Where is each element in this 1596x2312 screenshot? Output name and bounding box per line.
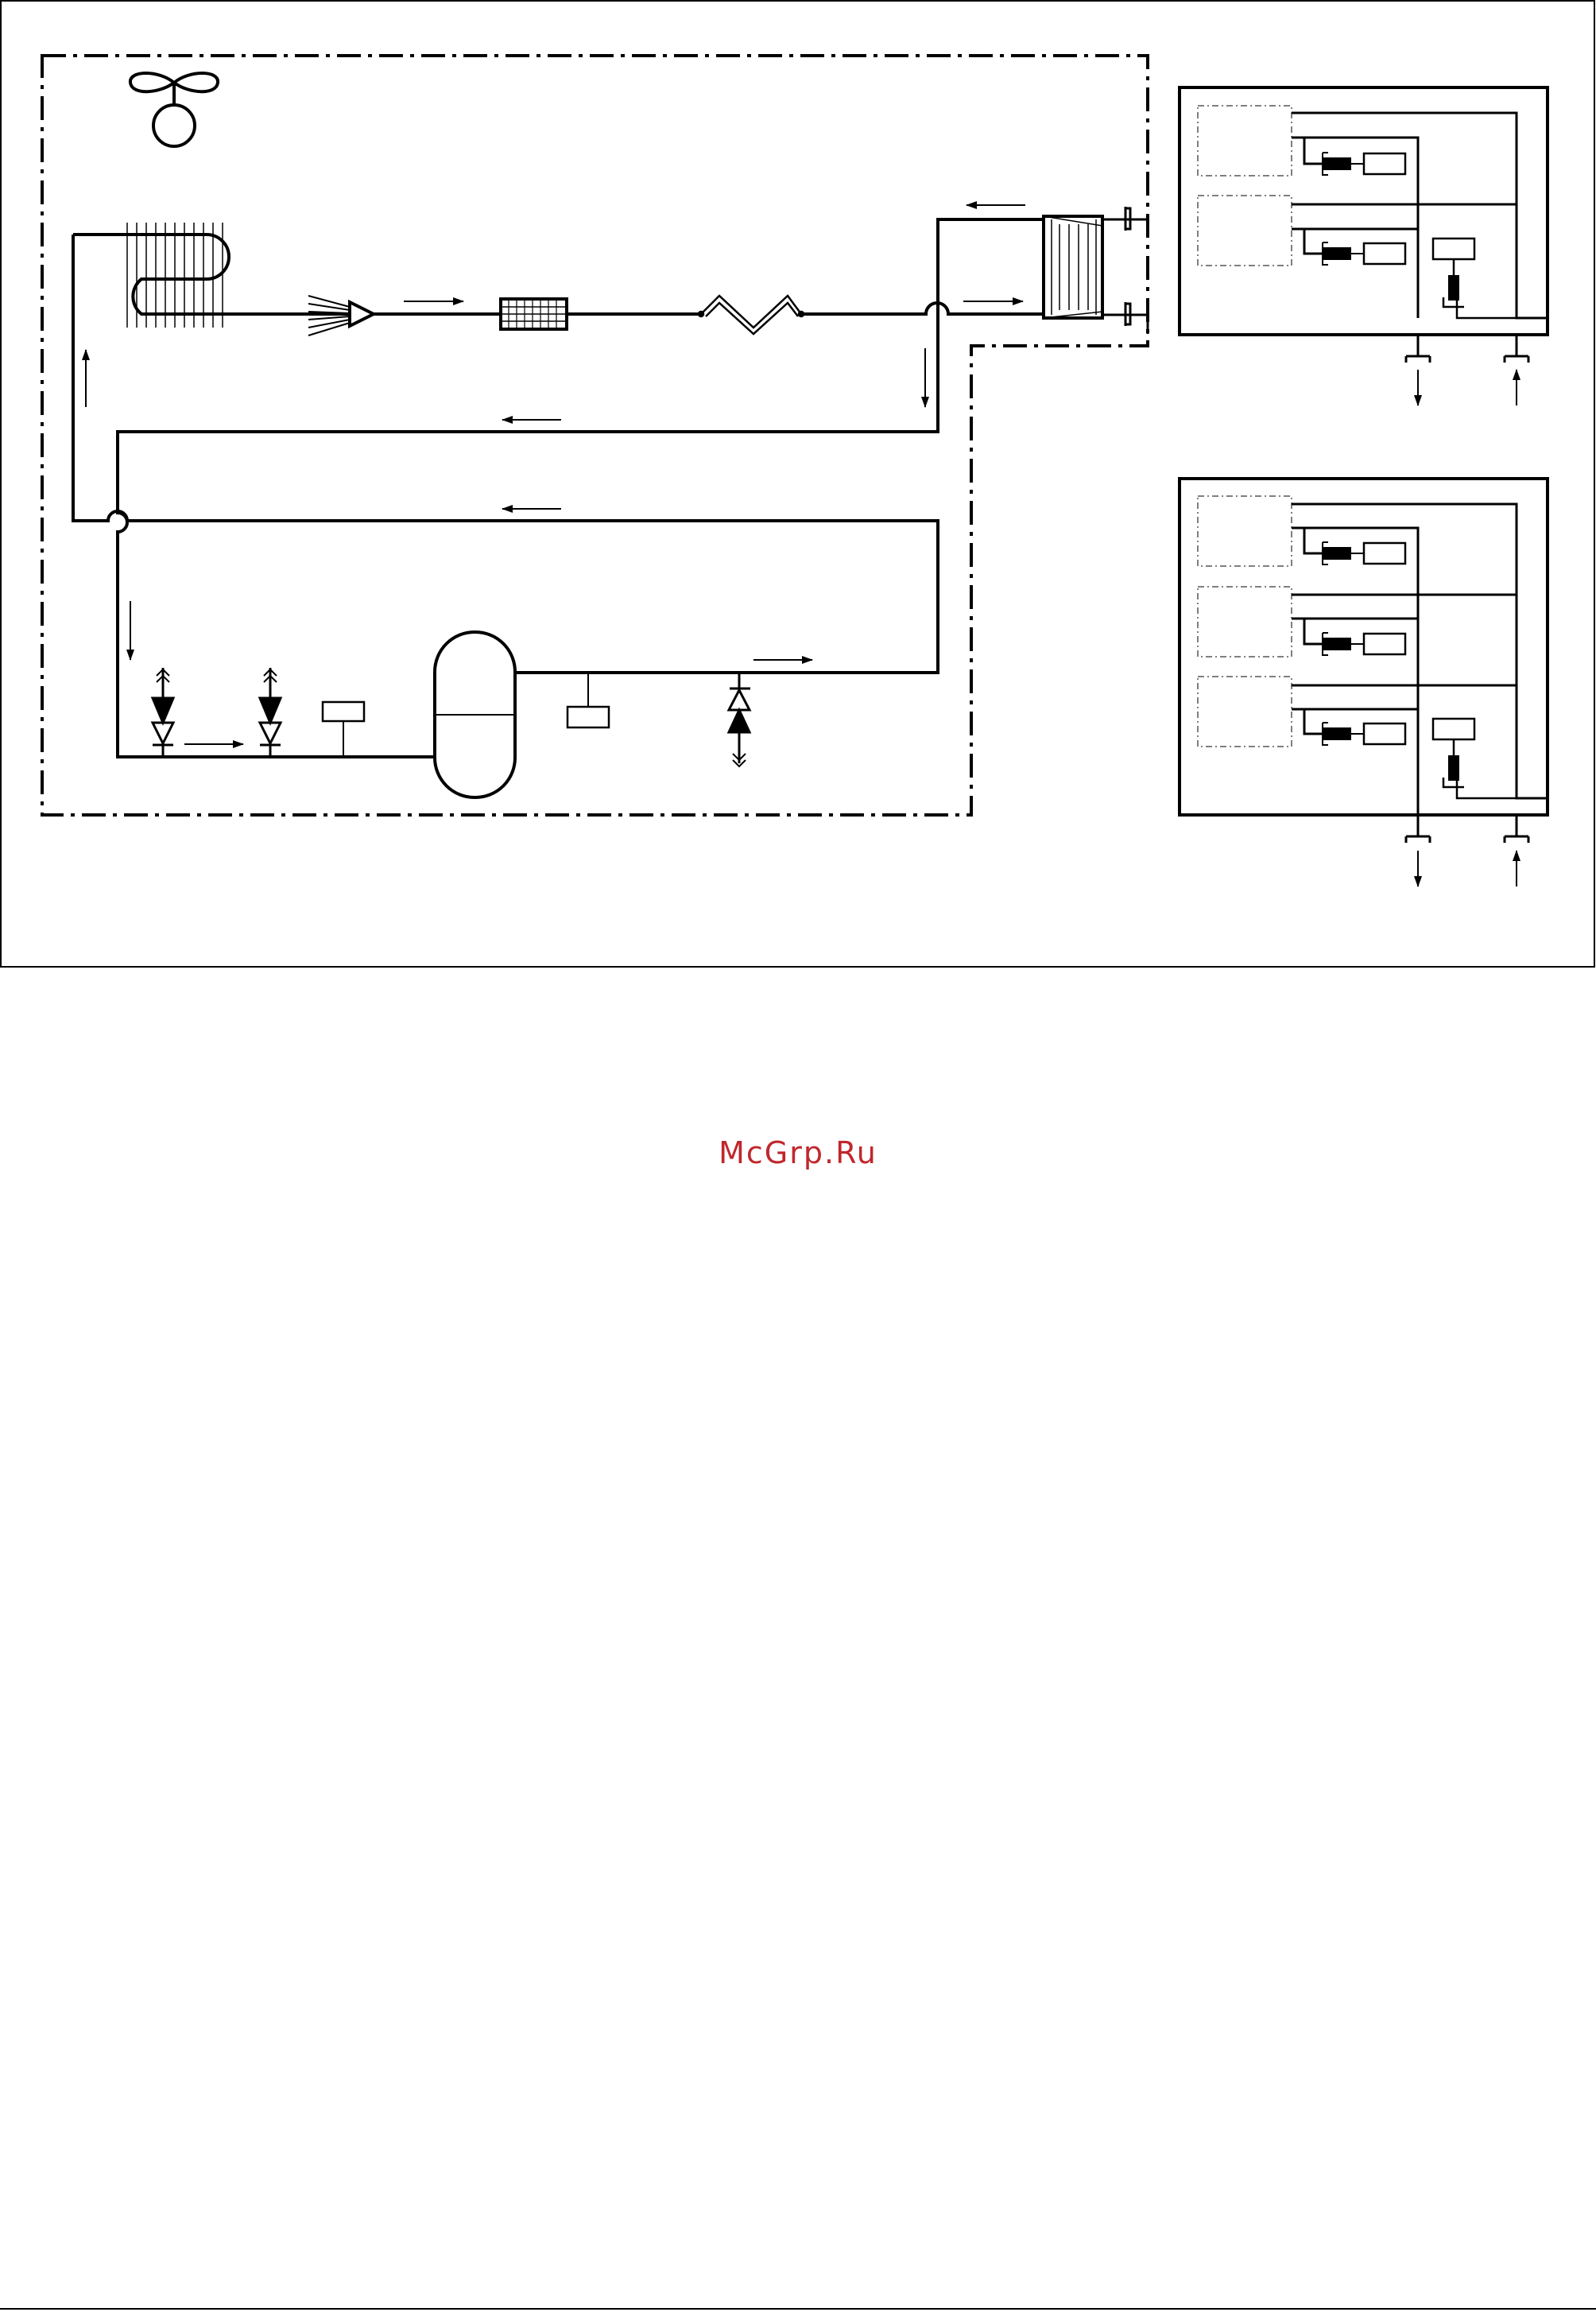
indoor-branch <box>1198 196 1517 266</box>
pressure-sensor <box>323 702 364 757</box>
diagram-frame <box>1 1 1594 967</box>
capillary-tube <box>699 296 804 334</box>
indoor-branch <box>1198 587 1517 657</box>
indoor-branch <box>1198 496 1548 815</box>
condenser-coil <box>73 223 350 328</box>
refrigeration-schematic <box>0 0 1596 968</box>
fan-icon <box>130 73 218 146</box>
accumulator <box>435 632 515 797</box>
indoor-branch <box>1198 106 1548 318</box>
water-connections <box>1102 207 1148 334</box>
suction-line <box>118 219 1044 757</box>
filter <box>501 299 567 329</box>
indoor-branch <box>1198 677 1517 747</box>
page-bottom-rule <box>0 2308 1596 2310</box>
indoor-sensor <box>1433 239 1517 318</box>
watermark-text: McGrp.Ru <box>719 1135 877 1170</box>
pressure-sensor <box>568 673 609 727</box>
check-valve <box>729 673 750 766</box>
indoor-unit-bottom <box>1180 479 1548 843</box>
indoor-unit-top <box>1180 87 1548 363</box>
plate-heat-exchanger <box>1044 216 1102 318</box>
service-valve <box>260 668 281 757</box>
outdoor-unit-boundary <box>42 56 1148 815</box>
indoor-sensor <box>1433 719 1517 798</box>
service-valve <box>153 668 173 757</box>
